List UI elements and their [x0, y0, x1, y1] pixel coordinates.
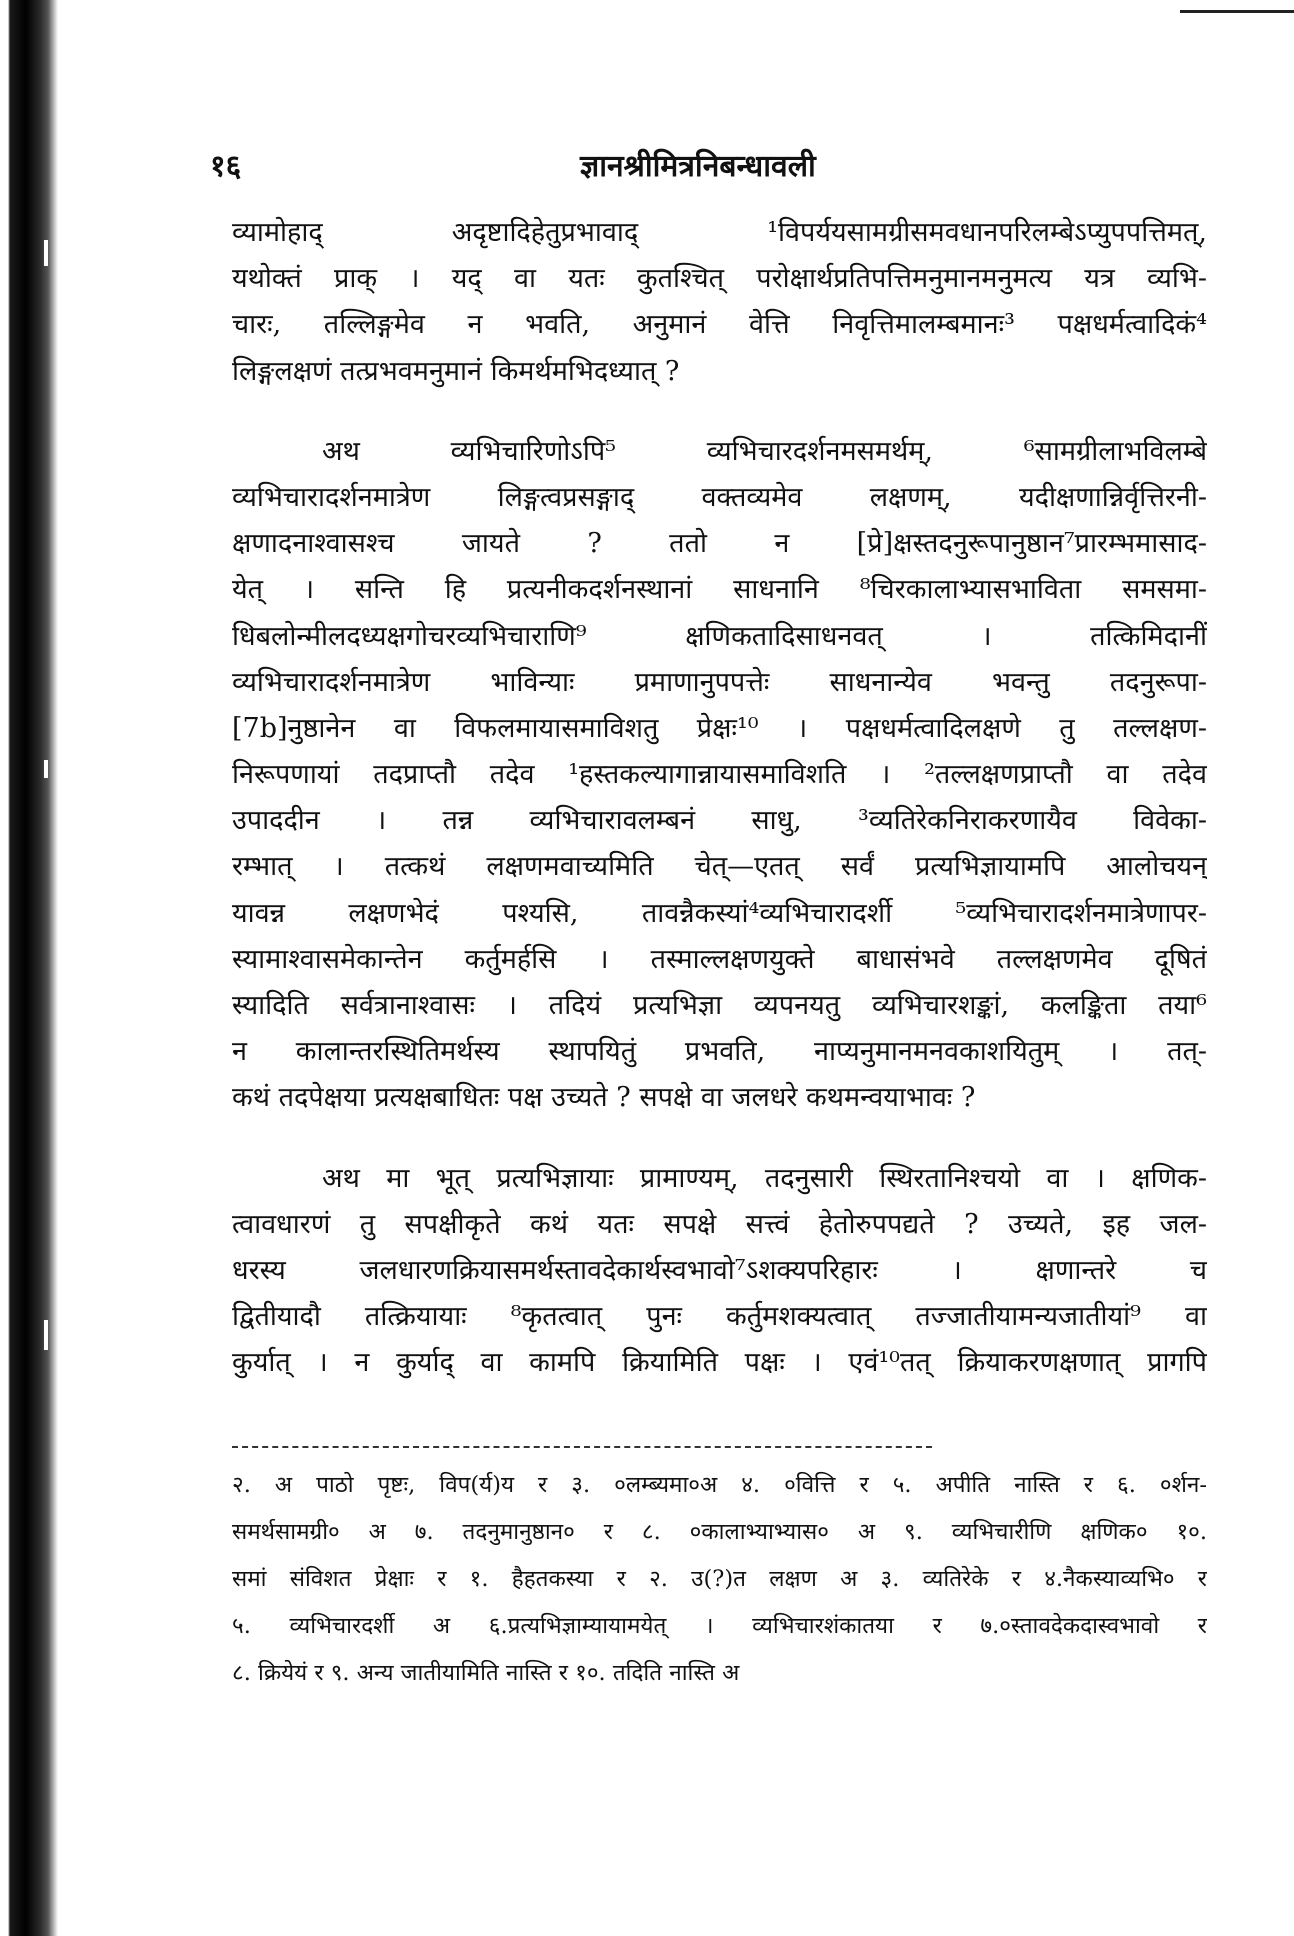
paragraph-2: [232, 429, 1207, 1122]
text-line: व्यभिचारादर्शनमात्रेण लिङ्गत्वप्रसङ्गाद् वक्तव्यमेव लक्षणम्, यदीक्षणान्निर्वृत्तिरनी-: [232, 481, 1207, 513]
binding-speck: [44, 760, 48, 778]
text-line: लिङ्गलक्षणं तत्प्रभवमनुमानं किमर्थमभिदध्यात् ?: [232, 355, 680, 387]
footnote-line: ८. क्रियेयं र ९. अन्य जातीयामिति नास्ति र १०. तदिति नास्ति अ: [232, 1660, 740, 1686]
text-line: अथ मा भूत् प्रत्यभिज्ञायाः प्रामाण्यम्, तदनुसारी स्थिरतानिश्चयो वा । क्षणिक-: [322, 1162, 1207, 1194]
text-line: यथोक्तं प्राक् । यद् वा यतः कुतश्चित् परोक्षार्थप्रतिपत्तिमनुमानमनुमत्य यत्र व्यभि-: [232, 263, 1207, 295]
binding-speck: [44, 240, 48, 266]
text-line: कुर्यात् । न कुर्याद् वा कामपि क्रियामिति पक्षः । एवं¹⁰तत् क्रियाकरणक्षणात् प्रागपि: [232, 1347, 1207, 1379]
text-line: [7b]नुष्ठानेन वा विफलमायासमाविशतु प्रेक्षः¹⁰ । पक्षधर्मत्वादिलक्षणे तु तल्लक्षण-: [232, 712, 1207, 744]
text-line: स्यादिति सर्वत्रानाश्वासः । तदियं प्रत्यभिज्ञा व्यपनयतु व्यभिचारशङ्कां, कलङ्किता तया⁶: [232, 990, 1207, 1021]
text-line: धिबलोन्मीलदध्यक्षगोचरव्यभिचाराणि⁹ क्षणिकतादिसाधनवत् । तत्किमिदानीं: [232, 620, 1207, 652]
scan-edge-line: [1180, 10, 1294, 13]
text-line: व्यभिचारादर्शनमात्रेण भाविन्याः प्रमाणानुपपत्तेः साधनान्येव भवन्तु तदनुरूपा-: [232, 666, 1207, 698]
text-line: रम्भात् । तत्कथं लक्षणमवाच्यमिति चेत्—एतत् सर्वं प्रत्यभिज्ञायामपि आलोचयन्: [232, 851, 1207, 883]
text-line: कथं तदपेक्षया प्रत्यक्षबाधितः पक्ष उच्यते ? सपक्षे वा जलधरे कथमन्वयाभावः ?: [232, 1082, 976, 1114]
text-line: न कालान्तरस्थितिमर्थस्य स्थापयितुं प्रभवति, नाप्यनुमानमनवकाशयितुम् । तत्-: [232, 1036, 1207, 1068]
text-line: निरूपणायां तदप्राप्तौ तदेव ¹हस्तकल्यागान्नायासमाविशति । ²तल्लक्षणप्राप्तौ वा तदेव: [232, 759, 1207, 791]
binding-speck: [44, 1320, 48, 1350]
text-line: अथ व्यभिचारिणोऽपि⁵ व्यभिचारदर्शनमसमर्थम्, ⁶सामग्रीलाभविलम्बे: [322, 435, 1207, 467]
text-line: द्वितीयादौ तत्क्रियायाः ⁸कृतत्वात् पुनः कर्तुमशक्यत्वात् तज्जातीयामन्यजातीयां⁹ वा: [232, 1301, 1207, 1333]
footnotes: [232, 1462, 1207, 1697]
text-line: स्यामाश्वासमेकान्तेन कर्तुमर्हसि । तस्माल्लक्षणयुक्ते बाधासंभवे तल्लक्षणमेव दूषितं: [232, 943, 1207, 975]
text-line: क्षणादनाश्वासश्च जायते ? ततो न [प्रे]क्षस्तदनुरूपानुष्ठान⁷प्रारम्भमासाद-: [232, 528, 1207, 560]
text-line: व्यामोहाद् अदृष्टादिहेतुप्रभावाद् ¹विपर्ययसामग्रीसमवधानपरिलम्बेऽप्युपपत्तिमत्,: [232, 217, 1207, 248]
footnote-line: समर्थसामग्री० अ ७. तदनुमानुष्ठान० र ८. ०कालाभ्याभ्यास० अ ९. व्यभिचारीणि क्षणिक० १०.: [232, 1519, 1207, 1545]
footnote-line: ५. व्यभिचारदर्शी अ ६.प्रत्यभिज्ञाम्यायामयेत् । व्यभिचारशंकातया र ७.०स्तावदेकदास्वभावो र: [232, 1613, 1207, 1639]
page-number: १६: [210, 149, 242, 184]
running-head: [210, 144, 1210, 194]
paragraph-1: [232, 210, 1207, 395]
book-binding-shadow: [0, 0, 58, 1936]
main-text: [232, 210, 1207, 1387]
text-line: येत् । सन्ति हि प्रत्यनीकदर्शनस्थानां साधनानि ⁸चिरकालाभ्यासभाविता समसमा-: [232, 574, 1207, 606]
text-line: त्वावधारणं तु सपक्षीकृते कथं यतः सपक्षे सत्त्वं हेतोरुपपद्यते ? उच्यते, इह जल-: [232, 1208, 1207, 1240]
footnote-line: समां संविशत प्रेक्षाः र १. हैहतकस्या र २. उ(?)त लक्षण अ ३. व्यतिरेके र ४.नैकस्याव्यभि० र: [232, 1566, 1207, 1592]
text-line: धरस्य जलधारणक्रियासमर्थस्तावदेकार्थस्वभावो⁷ऽशक्यपरिहारः । क्षणान्तरे च: [232, 1254, 1207, 1286]
footnote-line: २. अ पाठो पृष्टः, विप(र्य)य र ३. ०लम्ब्यमा०अ ४. ०वित्ति र ५. अपीति नास्ति र ६. ०र्शन-: [232, 1472, 1207, 1498]
text-line: यावन्न लक्षणभेदं पश्यसि, तावन्नैकस्यां⁴व्यभिचारादर्शी ⁵व्यभिचारादर्शनमात्रेणापर-: [232, 897, 1207, 929]
running-title: ज्ञानश्रीमित्रनिबन्धावली: [580, 149, 816, 184]
paragraph-3: [232, 1156, 1207, 1387]
footnote-divider: [232, 1446, 932, 1448]
text-line: चारः, तल्लिङ्गमेव न भवति, अनुमानं वेत्ति निवृत्तिमालम्बमानः³ पक्षधर्मत्वादिकं⁴: [232, 309, 1207, 341]
text-line: उपाददीन । तन्न व्यभिचारावलम्बनं साधु, ³व्यतिरेकनिराकरणायैव विवेका-: [232, 805, 1207, 837]
